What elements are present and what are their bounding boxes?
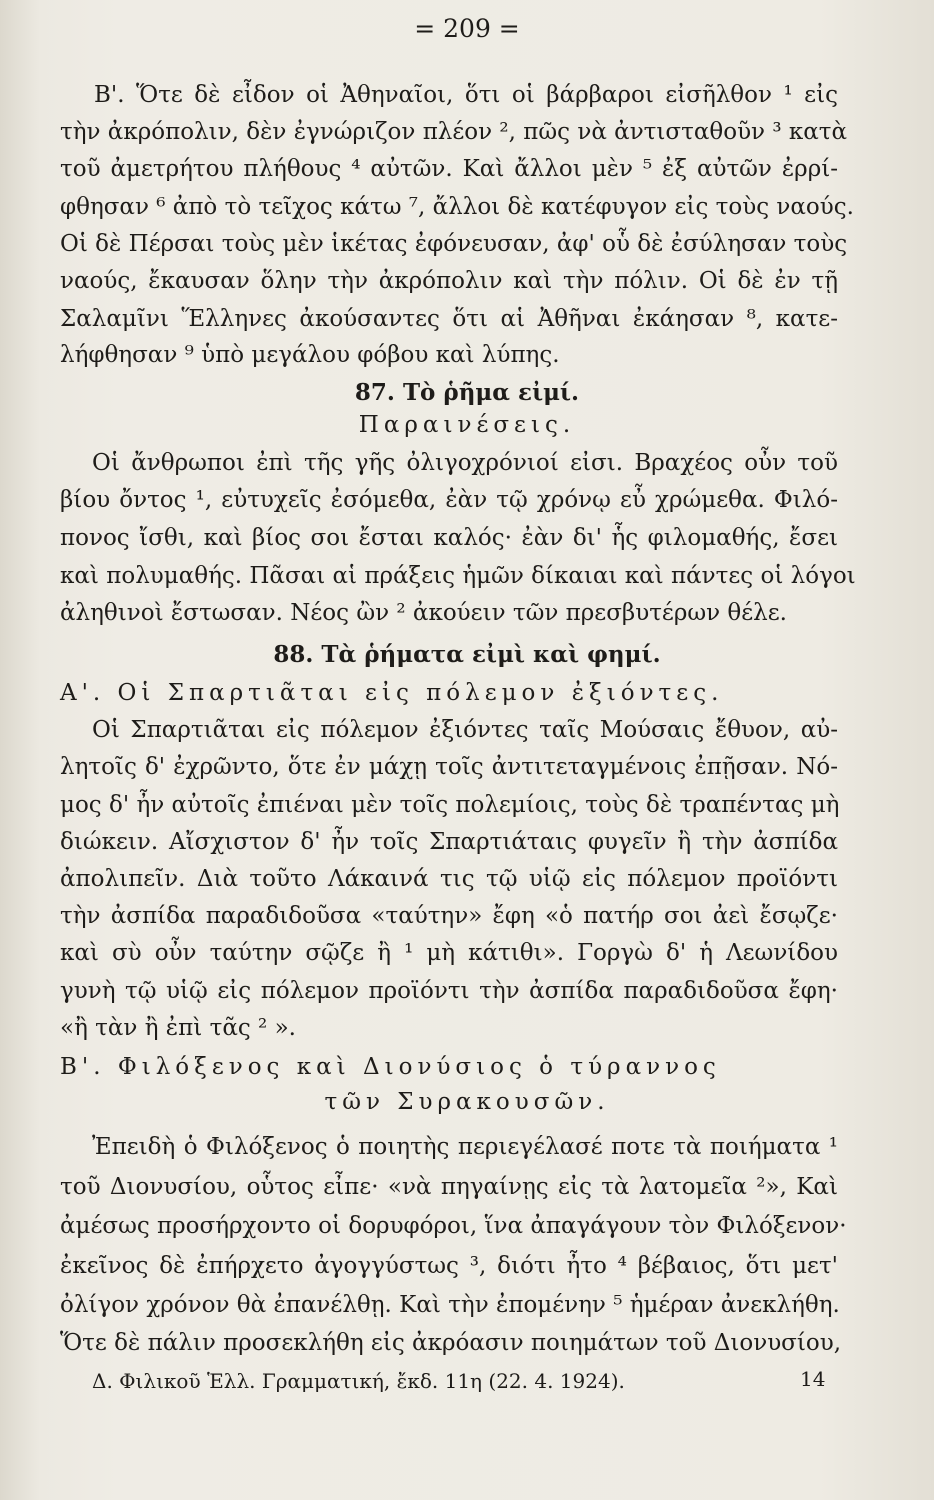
- section-heading-87: 87. Τὸ ῥῆμα εἰμί.: [354, 379, 580, 406]
- text-line: φθησαν ⁶ ἀπὸ τὸ τεῖχος κάτω ⁷, ἄλλοι δὲ κατέφυγον εἰς τοὺς ναούς.: [60, 194, 854, 220]
- subheading-syrakouson: τῶν Συρακουσῶν.: [324, 1089, 610, 1115]
- text-line: τὴν ἀσπίδα παραδιδοῦσα «ταύτην» ἔφη «ὁ πατήρ σοι ἀεὶ ἔσῳζε·: [60, 903, 838, 929]
- text-line: Οἱ δὲ Πέρσαι τοὺς μὲν ἱκέτας ἐφόνευσαν, ἀφ' οὗ δὲ ἐσύλησαν τοὺς: [60, 231, 848, 257]
- text-line: καὶ πολυμαθής. Πᾶσαι αἱ πράξεις ἡμῶν δίκαιαι καὶ πάντες οἱ λόγοι: [60, 563, 856, 589]
- text-line: Ἐπειδὴ ὁ Φιλόξενος ὁ ποιητὴς περιεγέλασέ ποτε τὰ ποιήματα ¹: [92, 1134, 838, 1160]
- text-line: Β'. Ὅτε δὲ εἶδον οἱ Ἀθηναῖοι, ὅτι οἱ βάρβαροι εἰσῆλθον ¹ εἰς: [94, 82, 838, 108]
- text-line: ὀλίγον χρόνον θὰ ἐπανέλθῃ. Καὶ τὴν ἐπομένην ⁵ ἡμέραν ἀνεκλήθη.: [60, 1292, 840, 1318]
- text-line: ἀληθινοὶ ἔστωσαν. Νέος ὢν ² ἀκούειν τῶν πρεσβυτέρων θέλε.: [60, 600, 787, 626]
- text-line: μος δ' ἦν αὐτοῖς ἐπιέναι μὲν τοῖς πολεμίοις, τοὺς δὲ τραπέντας μὴ: [60, 792, 840, 818]
- subheading-spartiates: Α'. Οἱ Σπαρτιᾶται εἰς πόλεμον ἐξιόντες.: [60, 680, 724, 706]
- subheading-philoxenos: Β'. Φιλόξενος καὶ Διονύσιος ὁ τύραννος: [60, 1054, 721, 1080]
- text-line: βίου ὄντος ¹, εὐτυχεῖς ἐσόμεθα, ἐὰν τῷ χρόνῳ εὖ χρώμεθα. Φιλό-: [60, 487, 838, 513]
- text-line: γυνὴ τῷ υἱῷ εἰς πόλεμον προϊόντι τὴν ἀσπίδα παραδιδοῦσα ἔφη·: [60, 978, 838, 1004]
- text-line: ἀμέσως προσήρχοντο οἱ δορυφόροι, ἵνα ἀπαγάγουν τὸν Φιλόξενον·: [60, 1213, 847, 1239]
- text-line: λητοῖς δ' ἐχρῶντο, ὅτε ἐν μάχῃ τοῖς ἀντιτεταγμένοις ἐπῇσαν. Νό-: [60, 754, 838, 780]
- signature-mark: 14: [800, 1367, 826, 1391]
- text-line: διώκειν. Αἴσχιστον δ' ἦν τοῖς Σπαρτιάταις φυγεῖν ἢ τὴν ἀσπίδα: [60, 829, 838, 855]
- footer-citation: Δ. Φιλικοῦ Ἑλλ. Γραμματική, ἔκδ. 11η (22. 4. 1924).: [92, 1369, 625, 1393]
- text-line: ναούς, ἔκαυσαν ὅλην τὴν ἀκρόπολιν καὶ τὴν πόλιν. Οἱ δὲ ἐν τῇ: [60, 268, 838, 294]
- text-line: Οἱ ἄνθρωποι ἐπὶ τῆς γῆς ὀλιγοχρόνιοί εἰσι. Βραχέος οὖν τοῦ: [92, 450, 838, 476]
- text-line: πονος ἴσθι, καὶ βίος σοι ἔσται καλός· ἐὰν δι' ἧς φιλομαθής, ἔσει: [60, 525, 838, 551]
- text-line: τὴν ἀκρόπολιν, δὲν ἐγνώριζον πλέον ², πῶς νὰ ἀντισταθοῦν ³ κατὰ: [60, 119, 848, 145]
- text-line: Οἱ Σπαρτιᾶται εἰς πόλεμον ἐξιόντες ταῖς Μούσαις ἔθυον, αὐ-: [92, 717, 838, 743]
- text-line: λήφθησαν ⁹ ὑπὸ μεγάλου φόβου καὶ λύπης.: [60, 342, 560, 368]
- text-line: ἐκεῖνος δὲ ἐπήρχετο ἀγογγύστως ³, διότι ἦτο ⁴ βέβαιος, ὅτι μετ': [60, 1253, 838, 1279]
- text-line: ἀπολιπεῖν. Διὰ τοῦτο Λάκαινά τις τῷ υἱῷ εἰς πόλεμον προϊόντι: [60, 866, 838, 892]
- text-line: Ὅτε δὲ πάλιν προσεκλήθη εἰς ἀκρόασιν ποιημάτων τοῦ Διονυσίου,: [60, 1330, 842, 1356]
- text-line: Σαλαμῖνι Ἕλληνες ἀκούσαντες ὅτι αἱ Ἀθῆναι ἐκάησαν ⁸, κατε-: [60, 306, 838, 332]
- subheading-paraineseis: Παραινέσεις.: [358, 412, 576, 438]
- text-line: τοῦ ἀμετρήτου πλήθους ⁴ αὐτῶν. Καὶ ἄλλοι μὲν ⁵ ἐξ αὐτῶν ἐρρί-: [60, 156, 838, 182]
- text-line: τοῦ Διονυσίου, οὗτος εἶπε· «νὰ πηγαίνῃς εἰς τὰ λατομεῖα ²», Καὶ: [60, 1174, 838, 1200]
- page-number: = 209 =: [414, 14, 520, 43]
- text-line: καὶ σὺ οὖν ταύτην σῷζε ἢ ¹ μὴ κάτιθι». Γοργὼ δ' ἡ Λεωνίδου: [60, 940, 838, 966]
- section-heading-88: 88. Τὰ ῥήματα εἰμὶ καὶ φημί.: [273, 641, 661, 668]
- text-line: «ἢ τὰν ἢ ἐπὶ τᾶς ² ».: [60, 1015, 296, 1041]
